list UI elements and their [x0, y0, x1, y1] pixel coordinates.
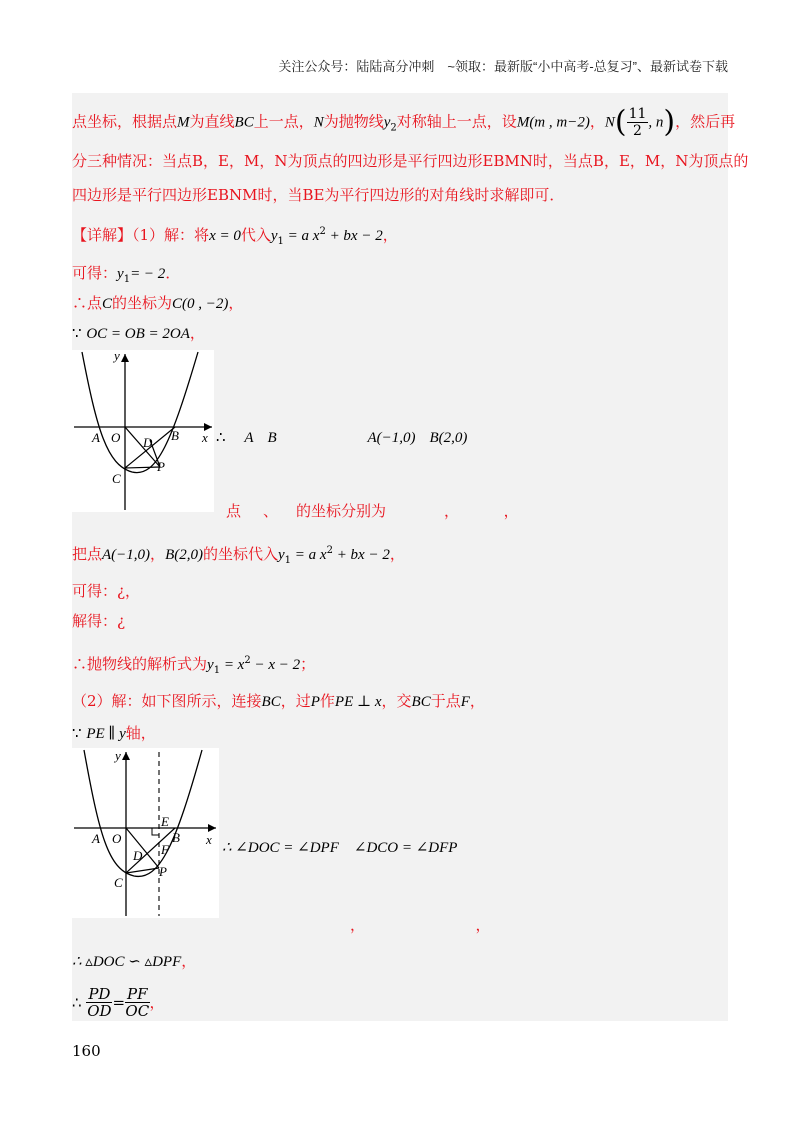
- fig2-label-c: C: [114, 875, 123, 890]
- page-header: 关注公众号：陆陆高分冲刺 ~领取：最新版“小中高考-总复习”、最新试卷下载: [278, 59, 728, 74]
- para1-line1: 点坐标，根据点M为直线BC上一点，N为抛物线$y_2$对称轴上一点，设M(m , m−2)，N( $\frac{11}{2}$ , n)，然后再: [72, 104, 736, 140]
- figure-1-parabola: [72, 350, 214, 512]
- fig2-label-o: O: [112, 831, 122, 846]
- detail-line: 【详解】（1）解：将x = 0代入$y_1 = a$ $x^2$ + bx − 2，: [72, 226, 398, 247]
- page-number: 160: [72, 1042, 101, 1060]
- line-kede: 可得：$y_1= - 2$．: [72, 264, 181, 285]
- fraction-11-2: $\frac{11}{2}$: [628, 106, 647, 139]
- line-kede2: 可得：¿，: [72, 582, 141, 600]
- fig2-label-p: P: [159, 864, 167, 879]
- fig1-label-o: O: [111, 430, 121, 445]
- figure-2-parabola: [72, 748, 219, 918]
- fig2-label-x: x: [206, 832, 212, 847]
- line-parallel: ∵ PE ∥ y轴，: [72, 724, 156, 742]
- fig2-label-b: B: [172, 830, 180, 845]
- line-parabola-formula: ∴抛物线的解析式为$y_1 = x^2 - x - 2$；: [72, 655, 316, 676]
- fig1-label-a: A: [92, 430, 100, 445]
- fig1-under-text: 点 、 的坐标分别为 ， ，: [226, 502, 519, 520]
- fig1-label-b: B: [171, 428, 179, 443]
- para1-line2: 分三种情况：当点B，E，M，N为顶点的四边形是平行四边形EBMN时，当点B，E，M，N为顶点的: [72, 152, 749, 170]
- fig2-under-text: ， ，: [350, 916, 491, 934]
- line-jiede: 解得：¿: [72, 612, 126, 630]
- fig2-label-a: A: [92, 831, 100, 846]
- fig1-label-y: y: [114, 350, 120, 363]
- fig1-label-p: P: [157, 459, 165, 474]
- line-similar: ∴ ▵DOC ∽ ▵DPF，: [72, 952, 197, 970]
- line-ratio: ∴ $\frac{PD}{OD}$ = $\frac{PF}{OC}$ ，: [72, 985, 165, 1020]
- fig2-label-f: F: [161, 842, 169, 857]
- fig1-label-x: x: [202, 430, 208, 445]
- fig1-label-d: D: [143, 435, 153, 450]
- fig1-right-text: ∴ A B A(−1,0) B(2,0): [216, 428, 468, 446]
- fig2-right-text: ∴ ∠DOC = ∠DPF ∠DCO = ∠DFP: [222, 840, 458, 856]
- line-point-c: ∴点C的坐标为C(0 , −2)，: [72, 294, 244, 312]
- fig2-label-d: D: [133, 848, 143, 863]
- line-substitute: 把点A(−1,0)，B(2,0)的坐标代入$y_1 = a$ $x^2$ + bx − 2，: [72, 545, 405, 566]
- part2-line: （2）解：如下图所示，连接BC，过P作PE ⊥ x，交BC于点F，: [72, 692, 485, 710]
- para1-line3: 四边形是平行四边形EBNM时，当BE为平行四边形的对角线时求解即可．: [72, 186, 565, 204]
- fig2-label-e: E: [161, 814, 169, 829]
- fig2-label-y: y: [115, 748, 121, 763]
- fig1-label-c: C: [112, 471, 121, 486]
- line-oc-ob: ∵ OC = OB = 2OA，: [72, 324, 205, 342]
